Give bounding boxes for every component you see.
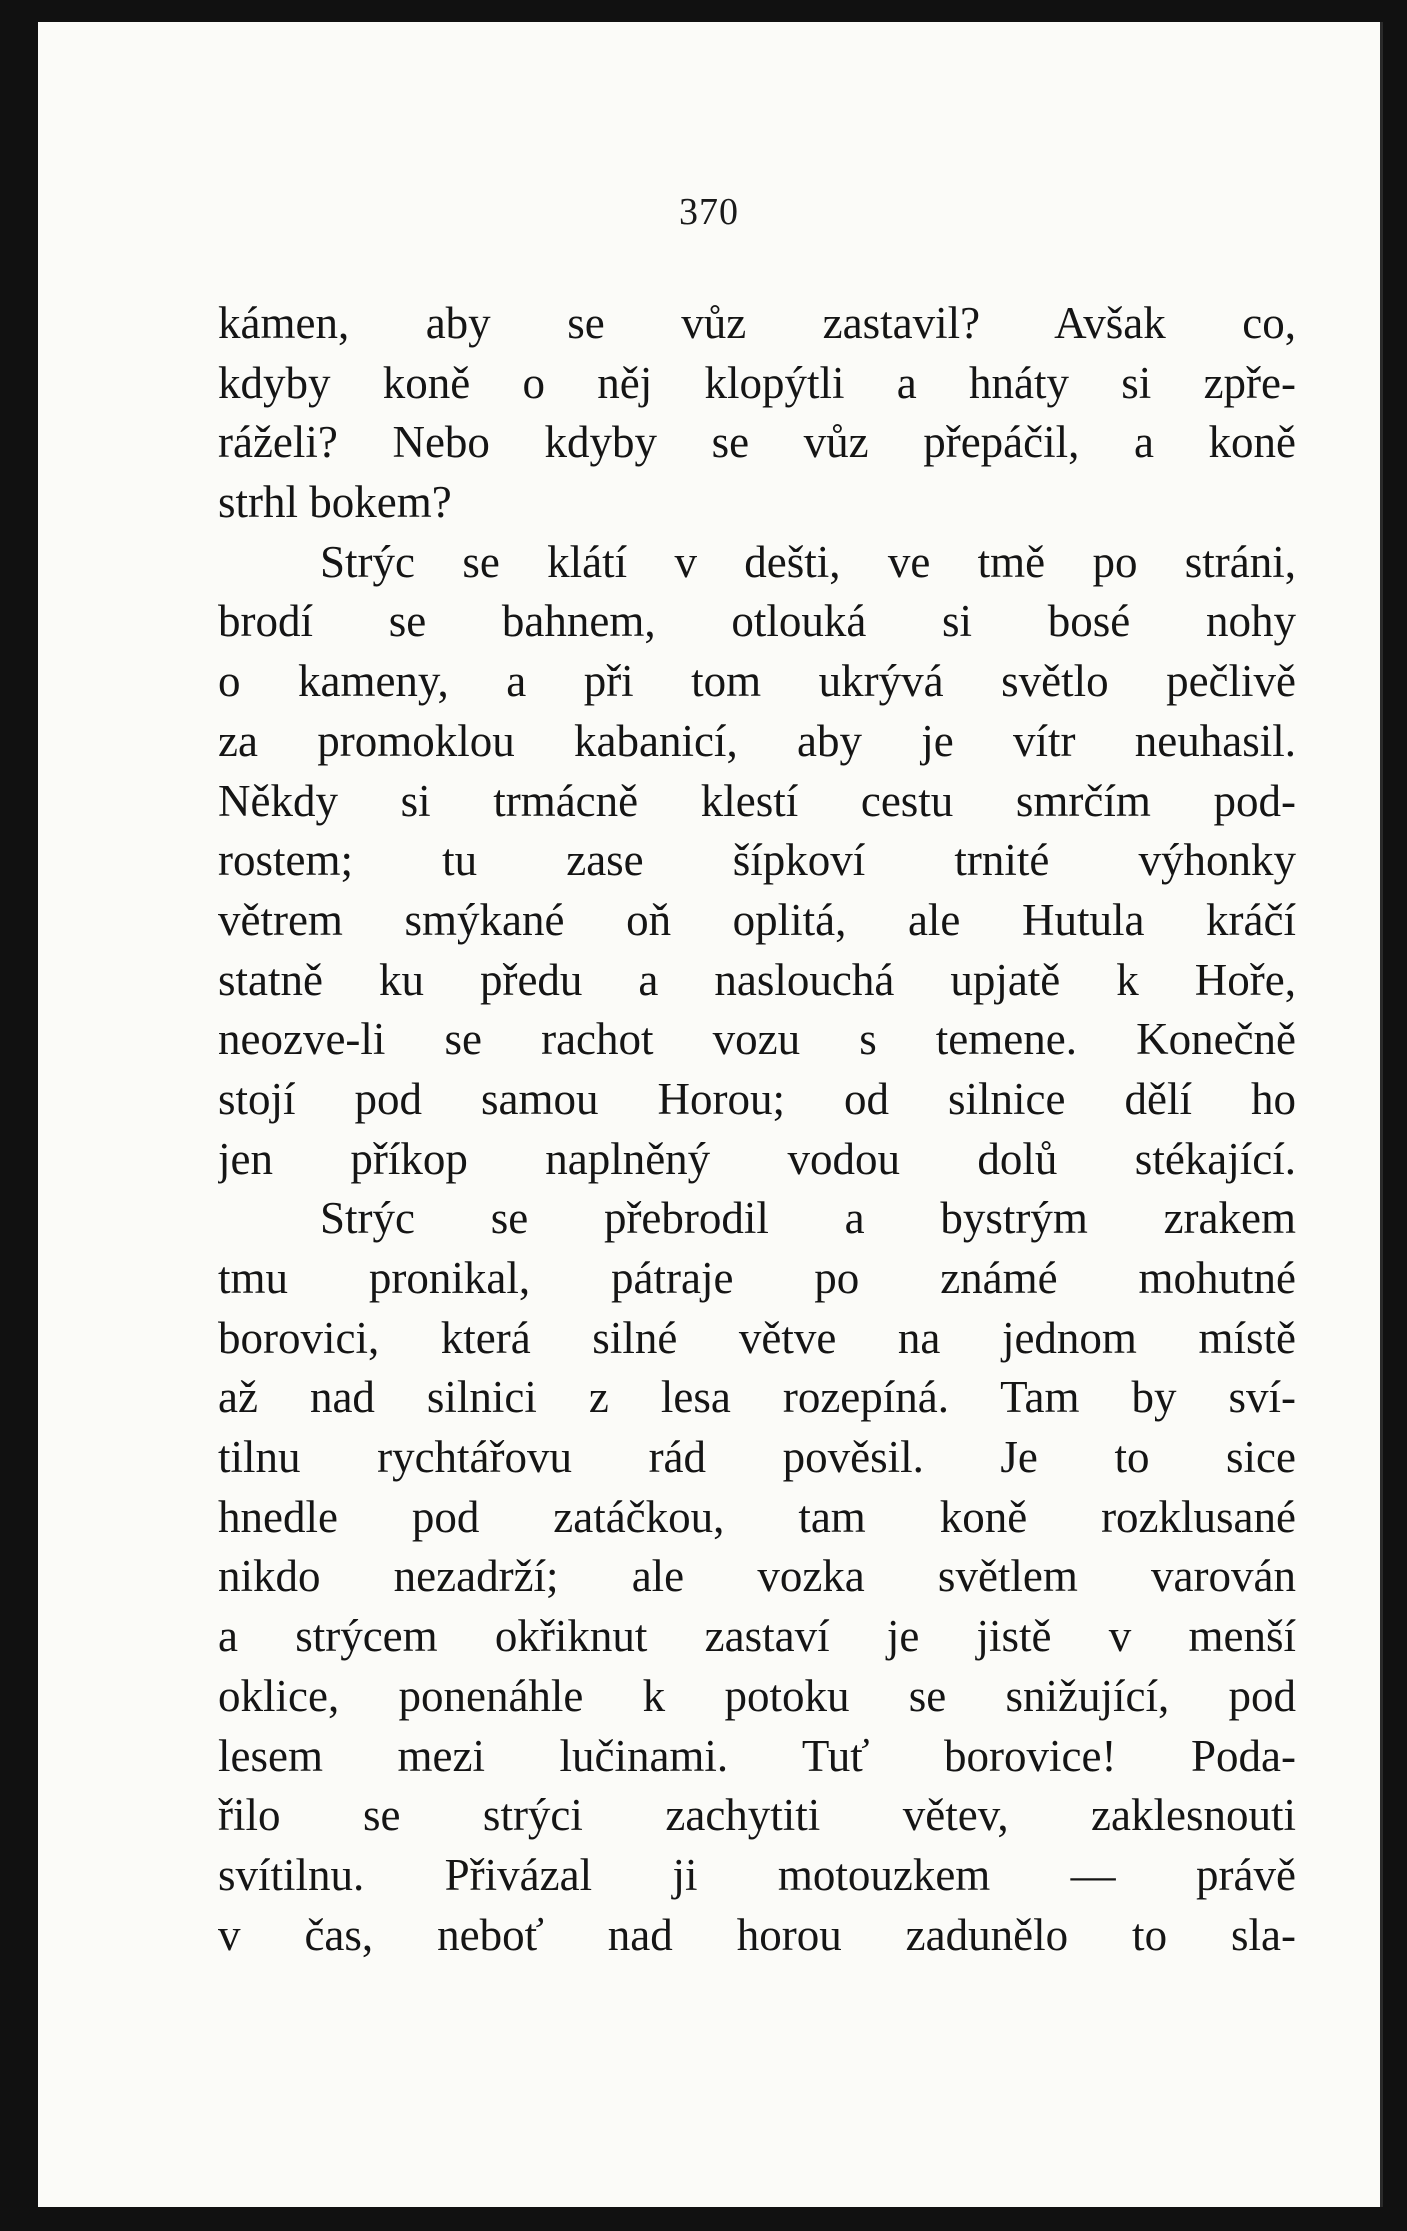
text-line: Strýc se klátí v dešti, ve tmě po stráni, bbox=[320, 536, 1296, 587]
text-line: brodí se bahnem, otlouká si bosé nohy bbox=[218, 596, 1296, 647]
text-line: ráželi? Nebo kdyby se vůz přepáčil, a koně bbox=[218, 417, 1296, 468]
text-line: tmu pronikal, pátraje po známé mohutné bbox=[218, 1253, 1296, 1303]
page-number: 370 bbox=[679, 191, 739, 233]
text-line: svítilnu. Přivázal ji motouzkem — právě bbox=[218, 1849, 1296, 1900]
text-line: za promoklou kabanicí, aby je vítr neuhasil. bbox=[218, 715, 1296, 766]
text-line: strhl bokem? bbox=[218, 477, 452, 528]
text-line: nikdo nezadrží; ale vozka světlem varován bbox=[218, 1551, 1296, 1602]
text-line: o kameny, a při tom ukrývá světlo pečlivě bbox=[218, 656, 1296, 707]
text-line: statně ku předu a naslouchá upjatě k Hoře, bbox=[218, 954, 1296, 1005]
text-line: v čas, neboť nad horou zadunělo to sla- bbox=[218, 1909, 1296, 1960]
text-line: Strýc se přebrodil a bystrým zrakem bbox=[320, 1193, 1296, 1244]
text-line: jen příkop naplněný vodou dolů stékající. bbox=[218, 1133, 1296, 1184]
text-line: rostem; tu zase šípkoví trnité výhonky bbox=[218, 835, 1296, 886]
text-line: lesem mezi lučinami. Tuť borovice! Poda- bbox=[218, 1730, 1296, 1781]
text-line: borovici, která silné větve na jednom místě bbox=[218, 1312, 1296, 1363]
text-line: kámen, aby se vůz zastavil? Avšak co, bbox=[218, 298, 1296, 348]
text-line: stojí pod samou Horou; od silnice dělí ho bbox=[218, 1073, 1296, 1124]
text-line: řilo se strýci zachytiti větev, zaklesnouti bbox=[218, 1790, 1296, 1841]
text-line: Někdy si trmácně klestí cestu smrčím pod- bbox=[218, 775, 1296, 826]
text-line: a strýcem okřiknut zastaví je jistě v menší bbox=[218, 1611, 1296, 1662]
text-line: kdyby koně o něj klopýtli a hnáty si zpře- bbox=[218, 357, 1296, 408]
text-line: až nad silnici z lesa rozepíná. Tam by sví- bbox=[218, 1372, 1296, 1423]
book-page bbox=[38, 22, 1383, 2207]
body-text bbox=[218, 294, 1296, 1965]
text-line: hnedle pod zatáčkou, tam koně rozklusané bbox=[218, 1491, 1296, 1542]
text-line: tilnu rychtářovu rád pověsil. Je to sice bbox=[218, 1432, 1296, 1483]
text-line: oklice, ponenáhle k potoku se snižující, pod bbox=[218, 1670, 1296, 1721]
text-line: neozve-li se rachot vozu s temene. Konečně bbox=[218, 1014, 1296, 1065]
text-line: větrem smýkané oň oplitá, ale Hutula kráčí bbox=[218, 894, 1296, 945]
